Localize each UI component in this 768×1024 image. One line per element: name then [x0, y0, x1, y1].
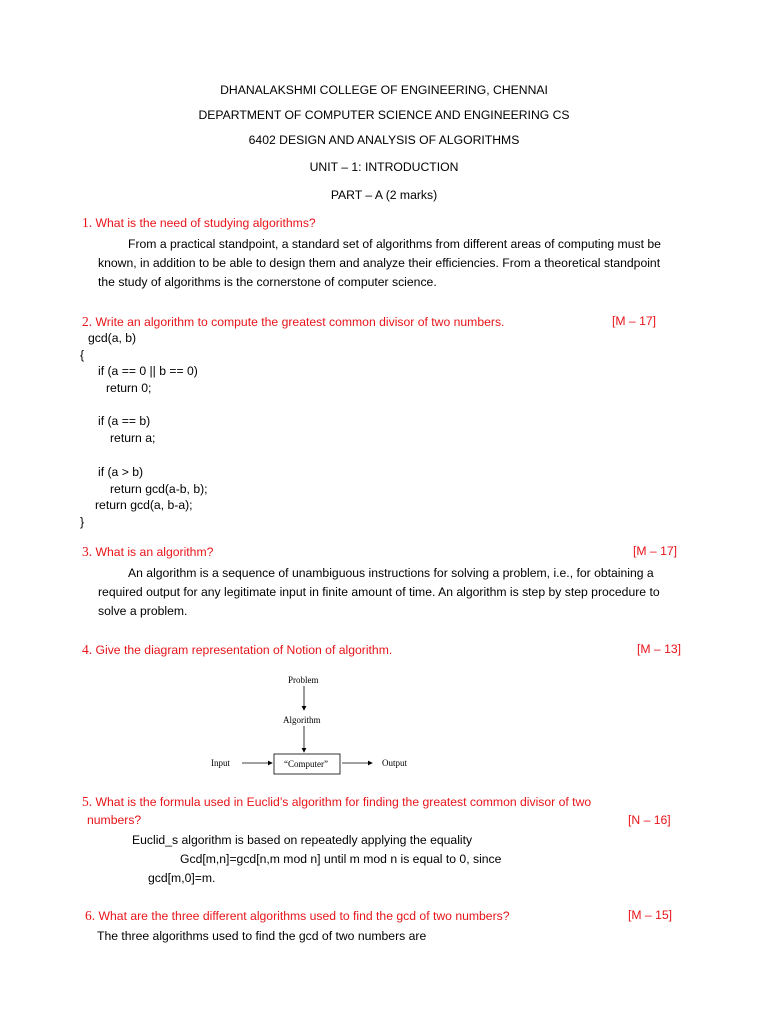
question-3-text: What is an algorithm? [95, 545, 214, 559]
question-6-mark: [M – 15] [628, 908, 673, 922]
code-line-5: if (a == b) [98, 414, 151, 428]
answer-5-line-3: gcd[m,0]=m. [148, 871, 216, 885]
question-4-mark: [M – 13] [637, 642, 682, 656]
answer-3-line-1: An algorithm is a sequence of unambiguous instructions for solving a problem, i.e., for obtaining a [128, 566, 654, 580]
question-3-number: 3. [82, 544, 93, 559]
course-title: 6402 DESIGN AND ANALYSIS OF ALGORITHMS [248, 133, 520, 147]
answer-1-line-2: known, in addition to be able to design them and analyze their efficiencies. From a theoretical standpoint [98, 256, 661, 270]
question-1-text: What is the need of studying algorithms? [95, 216, 316, 230]
algorithm-notion-diagram [200, 672, 430, 782]
code-line-10: } [80, 515, 85, 529]
answer-1-line-3: the study of algorithms is the cornerstone of computer science. [98, 275, 437, 289]
department-name: DEPARTMENT OF COMPUTER SCIENCE AND ENGINEERING CS [198, 108, 570, 122]
question-3-mark: [M – 17] [633, 544, 678, 558]
question-6 [85, 909, 510, 923]
question-3 [82, 545, 213, 559]
code-line-8: return gcd(a-b, b); [110, 482, 208, 496]
code-line-4: return 0; [106, 381, 152, 395]
question-4-number: 4. [82, 642, 93, 657]
question-2 [82, 315, 504, 329]
question-6-number: 6. [85, 908, 96, 923]
unit-title: UNIT – 1: INTRODUCTION [309, 160, 459, 174]
code-line-7: if (a > b) [98, 465, 144, 479]
college-name: DHANALAKSHMI COLLEGE OF ENGINEERING, CHENNAI [220, 83, 548, 97]
diagram-problem-label: Problem [288, 675, 319, 685]
question-2-mark: [M – 17] [612, 314, 657, 328]
diagram-input-label: Input [211, 758, 230, 768]
question-5-number: 5. [82, 794, 93, 809]
question-2-number: 2. [82, 314, 93, 329]
question-2-text: Write an algorithm to compute the greatest common divisor of two numbers. [95, 315, 505, 329]
answer-1-line-1: From a practical standpoint, a standard set of algorithms from different areas of computing must be [128, 237, 661, 251]
question-1 [82, 216, 316, 230]
question-1-number: 1. [82, 215, 93, 230]
code-line-2: { [80, 348, 85, 362]
question-5 [82, 795, 591, 809]
code-line-3: if (a == 0 || b == 0) [98, 364, 198, 378]
answer-5-line-1: Euclid_s algorithm is based on repeatedly applying the equality [132, 833, 473, 847]
diagram-computer-label: “Computer” [284, 759, 328, 769]
diagram-output-label: Output [382, 758, 408, 768]
question-6-text: What are the three different algorithms used to find the gcd of two numbers? [98, 909, 510, 923]
answer-3-line-3: solve a problem. [98, 604, 188, 618]
code-line-9: return gcd(a, b-a); [95, 498, 193, 512]
answer-3-line-2: required output for any legitimate input in finite amount of time. An algorithm is step by step procedure to [98, 585, 660, 599]
question-4-text: Give the diagram representation of Notion of algorithm. [95, 643, 393, 657]
part-title: PART – A (2 marks) [330, 188, 438, 202]
answer-5-line-2: Gcd[m,n]=gcd[n,m mod n] until m mod n is equal to 0, since [180, 852, 502, 866]
code-line-6: return a; [110, 431, 156, 445]
answer-6-line-1: The three algorithms used to find the gcd of two numbers are [97, 929, 427, 943]
question-5-mark: [N – 16] [628, 813, 671, 827]
question-5-text-line-2: numbers? [87, 813, 142, 827]
diagram-algorithm-label: Algorithm [283, 715, 321, 725]
code-line-1: gcd(a, b) [88, 331, 137, 345]
question-4 [82, 643, 392, 657]
question-5-text-line-1: What is the formula used in Euclid’s algorithm for finding the greatest common divisor of two [95, 795, 592, 809]
